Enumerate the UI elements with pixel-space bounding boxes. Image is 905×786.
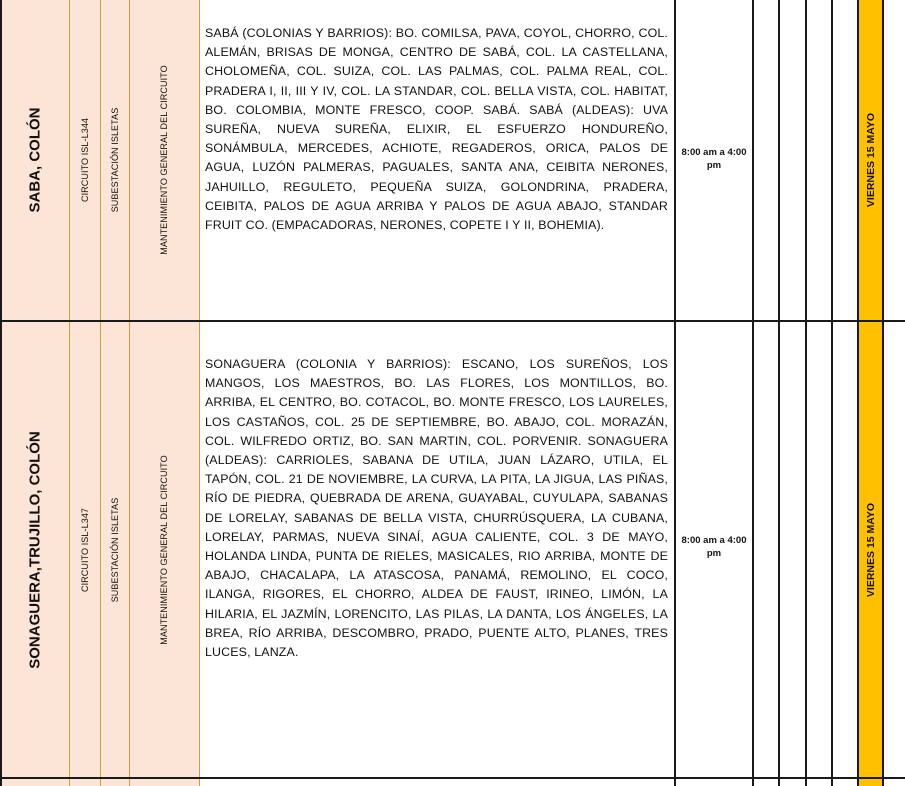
substation-cell xyxy=(100,0,129,320)
affected-areas-text: SONAGUERA (COLONIA Y BARRIOS): ESCANO, LOS SUREÑOS, LOS MANGOS, LOS MAESTROS, BO. LAS FLORES, LOS MONTILLOS, BO. ARRIBA, EL CENTRO, BO. COTACOL, BO. MONTE FRESCO, LOS LAURELES, LOS CASTAÑOS, COL. 25 DE SEPTIEMBRE, BO. ABAJO, COL. MORAZÁN, COL. WILFREDO ORTIZ, BO. SAN MARTIN, COL. PORVENIR. SONAGUERA (ALDEAS): CARRIOLES, SABANA DE UTILA, JUAN LÁZARO, UTILA, EL TAPÓN, COL. 21 DE NOVIEMBRE, LA CURVA, LA PITA, LA JIGUA, LAS PIÑAS, RÍO DE PIEDRA, QUEBRADA DE ARENA, GUAYABAL, CUYULAPA, SABANAS DE LORELAY, SABANAS DE BELLA VISTA, CHURRÚSQUERA, LA CUBANA, LORELAY, PARMAS, NUEVA SINAÍ, AGUA CALIENTE, COL. 3 DE MAYO, HOLANDA LINDA, PUNTA DE RIELES, MASICALES, RIO ARRIBA, MONTE DE ABAJO, CHACALAPA, LA ATASCOSA, PANAMÁ, REMOLINO, EL COCO, ILANGA, RIGORES, EL CHORRO, ALDEA DE FAUST, IRINEO, LIMÓN, LA HILARIA, EL JAZMÍN, LORENCITO, LAS PILAS, LA DANTA, LOS ÁNGELES, LA BREA, RÍO ARRIBA, DESCOMBRO, PRADO, PUENTE ALTO, PLANES, TRES LUCES, LANZA. xyxy=(205,357,668,660)
row-sonaguera xyxy=(0,322,905,777)
row-saba xyxy=(0,0,905,320)
day-cell xyxy=(859,322,882,777)
circuit-label: CIRCUITO ISL-L344 xyxy=(79,117,90,203)
day-label: VIERNES 15 MAYO xyxy=(864,112,877,208)
work-label: MANTENIMIENTO GENERAL DEL CIRCUITO xyxy=(159,454,169,645)
location-cell xyxy=(0,322,69,777)
substation-label: SUBESTACIÓN ISLETAS xyxy=(109,497,120,602)
location-cell xyxy=(0,0,69,320)
location-label: SONAGUERA,TRUJILLO, COLÓN xyxy=(26,430,43,669)
work-cell xyxy=(129,0,199,320)
time-range xyxy=(676,146,752,172)
time-range xyxy=(676,534,752,560)
substation-cell xyxy=(100,322,129,777)
time-range-line2: pm xyxy=(706,160,722,171)
affected-areas-text: SABÁ (COLONIAS Y BARRIOS): BO. COMILSA, PAVA, COYOL, CHORRO, COL. ALEMÁN, BRISAS DE MONGA, CENTRO DE SABÁ, COL. LA CASTELLANA, CHOLOMEÑA, COL. SUIZA, COL. LAS PALMAS, COL. PALMA REAL, COL. PRADERA I, II, III Y IV, COL. LA STANDAR, COL. BELLA VISTA, COL. HABITAT, BO. COLOMBIA, MONTE FRESCO, COOP. SABÁ. SABÁ (ALDEAS): UVA SUREÑA, NUEVA SUREÑA, ELIXIR, EL ESFUERZO HONDUREÑO, SONÁMBULA, MERCEDES, ACHIOTE, REGADEROS, ORICA, PALOS DE AGUA, LUZÓN PALMERAS, PAGUALES, SANTA ANA, CEIBITA NERONES, JAHUILLO, REGULETO, PEQUEÑA SUIZA, GOLONDRINA, PRADERA, CEIBITA, PALOS DE AGUA ARRIBA Y PALOS DE AGUA ABAJO, STANDAR FRUIT CO. (EMPACADORAS, NERONES, COPETE I Y II, BOHEMIA). xyxy=(205,26,668,233)
circuit-cell xyxy=(69,322,100,777)
circuit-label: CIRCUITO ISL-L347 xyxy=(79,507,90,592)
location-label: SABA, COLÓN xyxy=(26,107,43,213)
time-range-line1: 8:00 am a 4:00 xyxy=(681,535,747,546)
substation-label: SUBESTACIÓN ISLETAS xyxy=(109,107,120,213)
row-divider xyxy=(0,777,905,779)
work-cell xyxy=(129,322,199,777)
day-cell xyxy=(859,0,882,320)
time-range-line2: pm xyxy=(706,548,722,559)
circuit-cell xyxy=(69,0,100,320)
work-label: MANTENIMIENTO GENERAL DEL CIRCUITO xyxy=(159,65,169,255)
day-label: VIERNES 15 MAYO xyxy=(864,502,877,597)
time-range-line1: 8:00 am a 4:00 xyxy=(681,147,747,158)
